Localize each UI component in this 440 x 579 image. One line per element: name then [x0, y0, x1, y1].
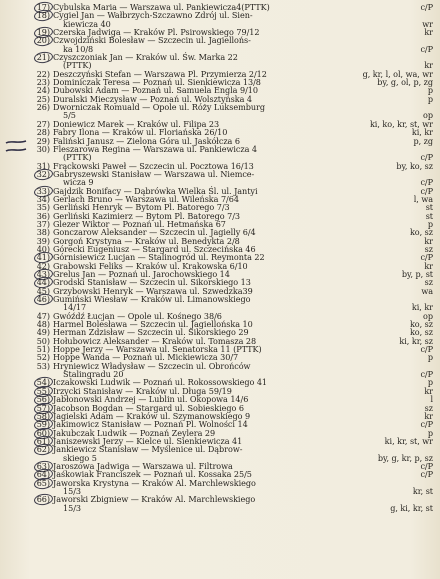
- list-item: [0, 479, 440, 496]
- entry-list: [0, 3, 440, 512]
- list-item: [0, 53, 440, 70]
- entry-codes: ko, sz: [409, 227, 433, 238]
- entry-text: Gorgoń Krystyna — Kraków ul. Benedykta 2/8: [53, 235, 240, 246]
- entry-number: 60): [36, 427, 50, 438]
- entry-number: 29): [36, 135, 50, 146]
- entry-number: 38): [36, 227, 50, 238]
- entry-codes: op: [423, 110, 433, 121]
- list-item: [0, 445, 440, 462]
- entry-codes: sz: [424, 243, 433, 254]
- entry-number: 28): [36, 127, 50, 138]
- entry-text-continuation: (PTTK): [63, 60, 92, 71]
- entry-codes: kr, st: [412, 485, 433, 496]
- entry-number: 21): [36, 52, 50, 63]
- entry-number: 17): [36, 2, 50, 12]
- entry-codes: p: [427, 93, 433, 104]
- entry-text: Doniewicz Marek — Kraków ul. Filipa 23: [53, 118, 220, 129]
- entry-text-continuation: ka 10/8: [63, 43, 94, 54]
- list-item: [0, 295, 440, 312]
- entry-codes: p: [427, 352, 433, 363]
- entry-number: 54): [36, 377, 50, 388]
- entry-number: 22): [36, 68, 50, 79]
- entry-number: 62): [36, 444, 50, 455]
- entry-codes: ko, sz: [409, 319, 433, 330]
- entry-text: Dworniczak Romuald — Opole ul. Róży Luksemburg: [53, 102, 265, 113]
- entry-text: Harmel Bolesława — Szczecin ul. Jagiellońska 10: [53, 319, 253, 330]
- list-item: [0, 103, 440, 120]
- entry-text-continuation: 15/3: [63, 485, 81, 496]
- entry-text: Gwóźdź Łucjan — Opole ul. Kośnego 38/6: [53, 310, 222, 321]
- entry-codes: by, ko, sz: [396, 160, 433, 171]
- entry-number: 46): [36, 294, 50, 305]
- entry-codes: c/P: [420, 344, 433, 355]
- entry-number: 56): [36, 394, 50, 405]
- entry-number: 37): [36, 218, 50, 229]
- entry-text: Czyszczoniak Jan — Kraków ul. Św. Marka 22: [53, 52, 238, 63]
- entry-codes: wa: [421, 285, 433, 296]
- entry-number: 64): [36, 469, 50, 480]
- entry-codes: c/P: [420, 469, 433, 480]
- entry-text: Jaroszowa Jadwiga — Warszawa ul. Filtrowa: [53, 460, 233, 471]
- entry-codes: g, kr, l, ol, wa, wr: [362, 68, 433, 79]
- entry-number: 45): [36, 285, 50, 296]
- entry-number: 57): [36, 402, 50, 413]
- entry-text: Dominiczak Teresa — Poznań ul. Sienkiewicza 13/8: [53, 77, 261, 88]
- entry-text: Gajdzik Bonifacy — Dąbrówka Wielka Śl. ul. Jantyi: [53, 185, 258, 196]
- entry-text: Hryniewicz Władysław — Szczecin ul. Obrońców: [53, 360, 251, 371]
- entry-text: Czwojdziński Bolesław — Szczecin ul. Jagiellońs-: [53, 35, 251, 46]
- entry-codes: c/P: [420, 369, 433, 380]
- entry-number: 48): [36, 319, 50, 330]
- entry-line: [0, 504, 440, 512]
- entry-codes: p, zg: [413, 135, 433, 146]
- entry-text: Glezer Wiktor — Poznań ul. Hetmańska 67: [53, 218, 226, 229]
- entry-text: Hoppe Jerzy — Warszawa ul. Senatorska 11 (PTTK): [53, 344, 262, 355]
- entry-number: 31): [36, 160, 50, 171]
- entry-number: 35): [36, 202, 50, 213]
- entry-codes: kr: [424, 410, 433, 421]
- entry-number: 20): [36, 35, 50, 46]
- entry-codes: kr: [424, 235, 433, 246]
- entry-text-continuation: skiego 5: [63, 452, 97, 463]
- entry-number: 65): [36, 477, 50, 488]
- pen-tick-mark: [5, 140, 27, 144]
- entry-number: 47): [36, 310, 50, 321]
- entry-number: 51): [36, 344, 50, 355]
- entry-text: Iczakowski Ludwik — Poznań ul. Rokossowskiego 41: [53, 377, 268, 388]
- entry-codes: kr: [424, 27, 433, 38]
- entry-text-continuation: 5/5: [63, 110, 76, 121]
- entry-text: Gerlach Bruno — Warszawa ul. Wileńska 7/64: [53, 193, 239, 204]
- entry-text: Jabłonowski Andrzej — Lublin ul. Okopowa 14/6: [53, 394, 249, 405]
- entry-number: 32): [36, 168, 50, 179]
- entry-text-continuation: 14/17: [63, 302, 87, 313]
- entry-codes: p: [427, 377, 433, 388]
- entry-codes: g, ki, kr, st: [390, 502, 433, 513]
- entry-text: Grabowski Feliks — Kraków ul. Krakowska 6/10: [53, 260, 248, 271]
- list-item: [0, 170, 440, 187]
- entry-number: 25): [36, 93, 50, 104]
- entry-text: Gerliński Kazimierz — Bytom Pl. Batorego 7/3: [53, 210, 240, 221]
- list-item: [0, 11, 440, 28]
- entry-number: 61): [36, 435, 50, 446]
- entry-codes: ki, kr: [411, 127, 433, 138]
- entry-number: 52): [36, 352, 50, 363]
- entry-number: 18): [36, 10, 50, 21]
- entry-codes: l, wa: [413, 193, 433, 204]
- entry-text: Dubowski Adam — Poznań ul. Samuela Engla 9/10: [53, 85, 258, 96]
- entry-text: Faliński Janusz — Zielona Góra ul. Jaskółcza 6: [53, 135, 240, 146]
- entry-number: 50): [36, 335, 50, 346]
- entry-codes: op: [423, 310, 433, 321]
- entry-number: 27): [36, 118, 50, 129]
- entry-codes: p: [427, 427, 433, 438]
- entry-text: Fabry Ilona — Kraków ul. Floriańska 26/10: [53, 127, 228, 138]
- entry-codes: ko, sz: [409, 327, 433, 338]
- entry-codes: by, g, kr, p, sz: [377, 452, 433, 463]
- entry-number: 23): [36, 77, 50, 88]
- entry-text: Jaśkowiak Franciszek — Poznań ul. Kossaka 25/5: [53, 469, 252, 480]
- entry-number: 63): [36, 460, 50, 471]
- entry-text: Deszczyński Stefan — Warszawa Pl. Przymierza 2/12: [53, 68, 267, 79]
- entry-text: Irzycki Stanisław — Kraków ul. Długa 59/19: [53, 385, 232, 396]
- entry-codes: sz: [424, 402, 433, 413]
- list-item: [0, 145, 440, 162]
- entry-number: 66): [36, 494, 50, 505]
- entry-codes: c/P: [420, 252, 433, 263]
- entry-text: Duralski Mieczysław — Poznań ul. Wolsztyńska 4: [53, 93, 253, 104]
- entry-text: Czerska Jadwiga — Kraków Pl. Psirowskiego 79/12: [53, 27, 260, 38]
- entry-text: Hoppe Wanda — Poznań ul. Mickiewicza 30/7: [53, 352, 239, 363]
- entry-codes: wr: [422, 18, 433, 29]
- entry-text: Grodski Stanisław — Szczecin ul. Sikorskiego 13: [53, 277, 251, 288]
- entry-codes: sz: [424, 277, 433, 288]
- entry-text: Herman Zdzisław — Szczecin ul. Sikorskiego 29: [53, 327, 249, 338]
- entry-text: Jaworska Krystyna — Kraków Al. Marchlewskiego: [53, 477, 256, 488]
- entry-text: Jagielski Adam — Kraków ul. Szymanowskiego 9: [53, 410, 251, 421]
- entry-number: 19): [36, 27, 50, 38]
- entry-codes: kr: [424, 260, 433, 271]
- entry-codes: c/P: [420, 177, 433, 188]
- entry-text: Jakubczak Ludwik — Poznań Zeylera 29: [53, 427, 216, 438]
- entry-number: 42): [36, 260, 50, 271]
- entry-number: 39): [36, 235, 50, 246]
- entry-text: Fleszarowa Regina — Warszawa ul. Pankiewicza 4: [53, 143, 258, 154]
- entry-codes: l: [430, 394, 433, 405]
- entry-codes: c/P: [420, 2, 433, 12]
- entry-number: 41): [36, 252, 50, 263]
- entry-codes: ki, kr: [411, 302, 433, 313]
- entry-text: Hołubowicz Aleksander — Kraków ul. Tomasza 28: [53, 335, 257, 346]
- entry-text: Cygiel Jan — Wałbrzych-Szczawno Zdrój ul. Sien-: [53, 10, 253, 21]
- entry-number: 59): [36, 419, 50, 430]
- entry-text: Jacobson Bogdan — Stargard ul. Sobieskiego 6: [53, 402, 244, 413]
- entry-text: Jaworski Zbigniew — Kraków Al. Marchlewskiego: [53, 494, 256, 505]
- entry-codes: ki, ko, kr, st, wr: [369, 118, 433, 129]
- entry-number: 34): [36, 193, 50, 204]
- entry-number: 36): [36, 210, 50, 221]
- entry-codes: c/P: [420, 460, 433, 471]
- entry-text: Gerliński Henryk — Bytom Pl. Batorego 7/3: [53, 202, 230, 213]
- entry-text: Frąckowski Paweł — Szczecin ul. Pocztowa 16/13: [53, 160, 254, 171]
- entry-codes: p: [427, 85, 433, 96]
- entry-codes: c/P: [420, 419, 433, 430]
- list-item: [0, 495, 440, 512]
- list-item: [0, 36, 440, 53]
- entry-text: Jakimowicz Stanisław — Poznań Pl. Wolności 14: [53, 419, 248, 430]
- entry-number: 55): [36, 385, 50, 396]
- entry-codes: ki, kr, sz: [399, 335, 433, 346]
- entry-codes: c/P: [420, 43, 433, 54]
- entry-text: Janiszewski Jerzy — Kielce ul. Sienkiewicza 41: [53, 435, 243, 446]
- entry-number: 44): [36, 277, 50, 288]
- entry-text-continuation: kiewicza 40: [63, 18, 111, 29]
- entry-codes: st: [425, 202, 433, 213]
- entry-codes: c/P: [420, 152, 433, 163]
- entry-text: Górnisiewicz Lucjan — Stalinogród ul. Reymonta 22: [53, 252, 265, 263]
- pen-tick-mark: [5, 148, 27, 152]
- entry-text-continuation: Stalingradu 20: [63, 369, 124, 380]
- entry-number: 58): [36, 410, 50, 421]
- entry-text: Grelus Jan — Poznań ul. Jarochowskiego 14: [53, 269, 230, 279]
- entry-codes: st: [425, 210, 433, 221]
- entry-text: Gabryszewski Stanisław — Warszawa ul. Niemce-: [53, 168, 255, 179]
- entry-text: Gonczarow Aleksander — Szczecin ul. Jagielly 6/4: [53, 227, 256, 238]
- entry-text: Grzybowski Henryk — Warszawa ul. Szwedzka39: [53, 285, 253, 296]
- entry-text-continuation: wicza 9: [63, 177, 94, 188]
- entry-codes: by, p, st: [401, 269, 433, 279]
- list-item: [0, 362, 440, 379]
- entry-text: Gumiński Wiesław — Kraków ul. Limanowskiego: [53, 294, 251, 305]
- entry-codes: by, g, ol, p, zg: [377, 77, 433, 88]
- entry-number: 49): [36, 327, 50, 338]
- entry-codes: p: [427, 218, 433, 229]
- entry-number: 43): [36, 269, 50, 279]
- entry-text-continuation: 15/3: [63, 502, 81, 513]
- entry-codes: kr: [424, 385, 433, 396]
- entry-number: 40): [36, 243, 50, 254]
- entry-number: 53): [36, 360, 50, 371]
- entry-number: 30): [36, 143, 50, 154]
- entry-text: Górecki Eugeniusz — Stargard ul. Szczecińska 46: [53, 243, 256, 254]
- entry-text: Cybulska Maria — Warszawa ul. Pankiewicza4(PTTK): [53, 2, 270, 12]
- entry-number: 33): [36, 185, 50, 196]
- entry-codes: c/P: [420, 185, 433, 196]
- entry-text-continuation: (PTTK): [63, 152, 92, 163]
- entry-codes: ki, kr, st, wr: [384, 435, 433, 446]
- entry-text: Jankiewicz Stanisław — Myślenice ul. Dąbrow-: [53, 444, 243, 455]
- entry-number: 26): [36, 102, 50, 113]
- entry-codes: kr: [424, 60, 433, 71]
- entry-number: 24): [36, 85, 50, 96]
